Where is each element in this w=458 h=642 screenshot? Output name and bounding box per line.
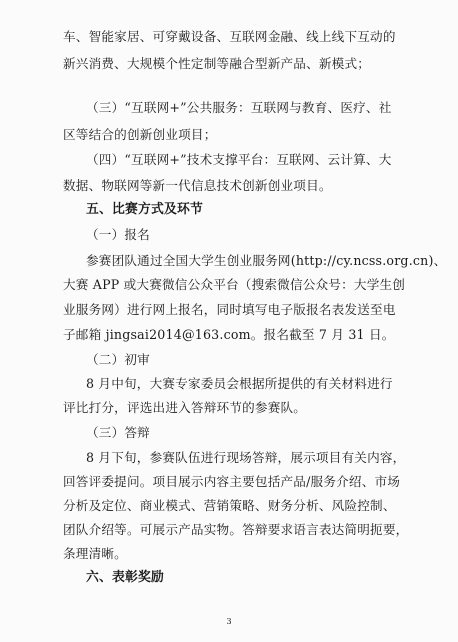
paragraph-line: 8 月中旬，大赛专家委员会根据所提供的有关材料进行 <box>86 376 393 391</box>
page-number: 3 <box>226 617 232 626</box>
paragraph-line: 回答评委提问。项目展示内容主要包括产品/服务介绍、市场 <box>63 474 401 489</box>
paragraph-line: 参赛团队通过全国大学生创业服务网(http://cy.ncss.org.cn)、 <box>86 253 447 268</box>
paragraph-line: 子邮箱 jingsai2014@163.com。报名截至 7 月 31 日。 <box>63 327 395 342</box>
subsection-heading: （一）报名 <box>86 227 150 242</box>
section-heading: 六、表彰奖励 <box>86 570 164 585</box>
section-heading: 五、比赛方式及环节 <box>86 202 203 217</box>
paragraph-line: （三）“互联网+”公共服务：互联网与教育、医疗、社 <box>86 100 392 115</box>
paragraph-line: 大赛 APP 或大赛微信公众平台（搜索微信公众号：大学生创 <box>63 277 406 292</box>
paragraph-line: 8 月下旬，参赛队伍进行现场答辩，展示项目有关内容， <box>86 450 406 465</box>
subsection-heading: （三）答辩 <box>86 425 150 440</box>
paragraph-line: 评比打分，评选出进入答辩环节的参赛队。 <box>63 400 307 415</box>
paragraph-line: （四）“互联网+”技术支撑平台：互联网、云计算、大 <box>86 152 392 167</box>
paragraph-line: 分析及定位、商业模式、营销策略、财务分析、风险控制、 <box>63 498 396 513</box>
paragraph-line: 条理清晰。 <box>63 546 127 561</box>
paragraph-line: 新兴消费、大规模个性定制等融合型新产品、新模式； <box>63 56 371 71</box>
paragraph-line: 团队介绍等。可展示产品实物。答辩要求语言表达简明扼要， <box>63 522 409 537</box>
paragraph-line: 业服务网）进行网上报名，同时填写电子版报名表发送至电 <box>63 302 396 317</box>
paragraph-line: 区等结合的创新创业项目； <box>63 127 217 142</box>
subsection-heading: （二）初审 <box>86 352 150 367</box>
paragraph-line: 数据、物联网等新一代信息技术创新创业项目。 <box>63 178 332 193</box>
paragraph-line: 车、智能家居、可穿戴设备、互联网金融、线上线下互动的 <box>63 29 396 44</box>
